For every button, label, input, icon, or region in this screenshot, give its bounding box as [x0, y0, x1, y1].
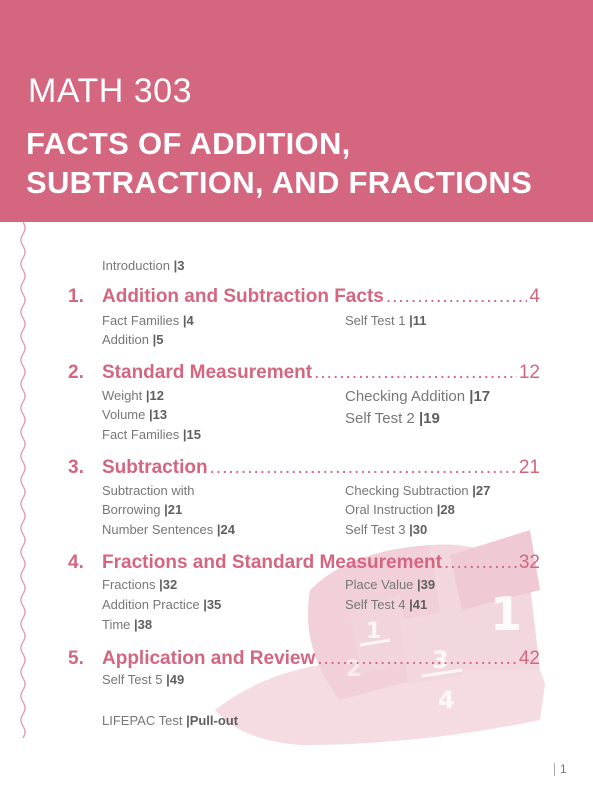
- dot-leader: [314, 362, 517, 384]
- toc-entry[interactable]: [102, 672, 184, 687]
- toc-introduction[interactable]: [102, 258, 184, 273]
- section-title: Application and Review: [102, 648, 316, 669]
- entry-label: Self Test 5: [102, 672, 163, 687]
- entry-label: Self Test 1: [345, 313, 406, 328]
- section-title: Subtraction: [102, 457, 208, 478]
- introduction-page: |3: [173, 258, 185, 273]
- toc-entry[interactable]: [102, 483, 195, 498]
- toc-section-2[interactable]: [68, 362, 540, 386]
- entry-page: |28: [436, 502, 455, 517]
- toc-entry[interactable]: [345, 388, 490, 405]
- entry-page: |13: [149, 407, 168, 422]
- entry-page: |11: [409, 313, 427, 328]
- toc-entry[interactable]: [102, 597, 221, 612]
- entry-label: Fact Families: [102, 313, 180, 328]
- entry-page: |17: [469, 388, 491, 405]
- entry-page: |21: [164, 502, 183, 517]
- entry-page: |27: [472, 483, 491, 498]
- entry-page: |41: [409, 597, 428, 612]
- section-number: 4.: [68, 552, 84, 573]
- lifepac-label: LIFEPAC Test: [102, 713, 183, 728]
- entry-label: Fact Families: [102, 427, 180, 442]
- wavy-margin-line: [18, 222, 28, 742]
- toc-section-1[interactable]: [68, 286, 540, 310]
- page-number: 1: [560, 762, 567, 776]
- entry-label: Checking Subtraction: [345, 483, 469, 498]
- entry-label: Volume: [102, 407, 146, 422]
- entry-label: Addition: [102, 332, 149, 347]
- toc-entry[interactable]: [345, 483, 490, 498]
- entry-page: |32: [159, 577, 178, 592]
- unit-title-line-1: FACTS OF ADDITION,: [26, 126, 351, 161]
- section-page: 42: [518, 648, 540, 669]
- title-banner: [0, 0, 593, 222]
- dot-leader: [317, 648, 517, 670]
- svg-text:3: 3: [432, 646, 449, 674]
- entry-label: Borrowing: [102, 502, 161, 517]
- course-code: MATH 303: [28, 72, 192, 110]
- section-title: Addition and Subtraction Facts: [102, 286, 384, 307]
- section-page: 21: [518, 457, 540, 478]
- entry-label: Place Value: [345, 577, 414, 592]
- svg-text:2: 2: [346, 657, 362, 682]
- section-number: 3.: [68, 457, 84, 478]
- toc-entry[interactable]: [102, 407, 167, 422]
- entry-label: Oral Instruction: [345, 502, 434, 517]
- entry-label: Self Test 3: [345, 522, 406, 537]
- toc-entry[interactable]: [345, 410, 440, 427]
- svg-text:1: 1: [490, 587, 523, 641]
- toc-entry[interactable]: [102, 388, 164, 403]
- section-number: 5.: [68, 648, 84, 669]
- svg-text:1: 1: [366, 619, 382, 644]
- dot-leader: [386, 286, 528, 308]
- entry-label: Number Sentences: [102, 522, 214, 537]
- toc-entry[interactable]: [102, 522, 235, 537]
- toc-entry[interactable]: [345, 522, 427, 537]
- section-number: 2.: [68, 362, 84, 383]
- entry-page: |49: [166, 672, 185, 687]
- dot-leader: [210, 457, 517, 479]
- toc-entry[interactable]: [102, 577, 177, 592]
- toc-section-5[interactable]: [68, 648, 540, 672]
- section-page: 4: [529, 286, 540, 307]
- dot-leader: [444, 552, 517, 574]
- entry-label: Self Test 2: [345, 410, 415, 427]
- entry-page: |19: [418, 410, 440, 427]
- toc-entry[interactable]: [345, 577, 435, 592]
- entry-label: Subtraction with: [102, 483, 195, 498]
- toc-entry[interactable]: [102, 617, 152, 632]
- entry-label: Addition Practice: [102, 597, 200, 612]
- toc-lifepac-test[interactable]: [102, 713, 238, 728]
- entry-page: |38: [134, 617, 153, 632]
- section-title: Standard Measurement: [102, 362, 313, 383]
- entry-label: Checking Addition: [345, 388, 466, 405]
- introduction-label: Introduction: [102, 258, 170, 273]
- section-title: Fractions and Standard Measurement: [102, 552, 442, 573]
- section-number: 1.: [68, 286, 84, 307]
- toc-entry[interactable]: [345, 597, 427, 612]
- section-page: 12: [518, 362, 540, 383]
- entry-label: Self Test 4: [345, 597, 406, 612]
- toc-section-4[interactable]: [68, 552, 540, 576]
- entry-page: |5: [152, 332, 164, 347]
- entry-label: Fractions: [102, 577, 156, 592]
- entry-page: |35: [203, 597, 222, 612]
- unit-title-line-2: SUBTRACTION, AND FRACTIONS: [26, 165, 533, 200]
- entry-label: Time: [102, 617, 131, 632]
- entry-page: |24: [216, 522, 236, 537]
- page-number-divider: [554, 763, 555, 776]
- toc-entry[interactable]: [345, 313, 426, 328]
- entry-page: |15: [182, 427, 202, 442]
- toc-section-3[interactable]: [68, 457, 540, 481]
- section-page: 32: [518, 552, 540, 573]
- toc-entry[interactable]: [345, 502, 455, 517]
- entry-page: |30: [409, 522, 428, 537]
- toc-entry[interactable]: [102, 313, 194, 328]
- lifepac-page: |Pull-out: [186, 713, 239, 728]
- toc-entry[interactable]: [102, 332, 163, 347]
- toc-entry[interactable]: [102, 502, 182, 517]
- entry-page: |12: [145, 388, 164, 403]
- entry-page: |4: [182, 313, 194, 328]
- svg-text:4: 4: [438, 686, 455, 714]
- entry-page: |39: [417, 577, 436, 592]
- toc-entry[interactable]: [102, 427, 201, 442]
- entry-label: Weight: [102, 388, 143, 403]
